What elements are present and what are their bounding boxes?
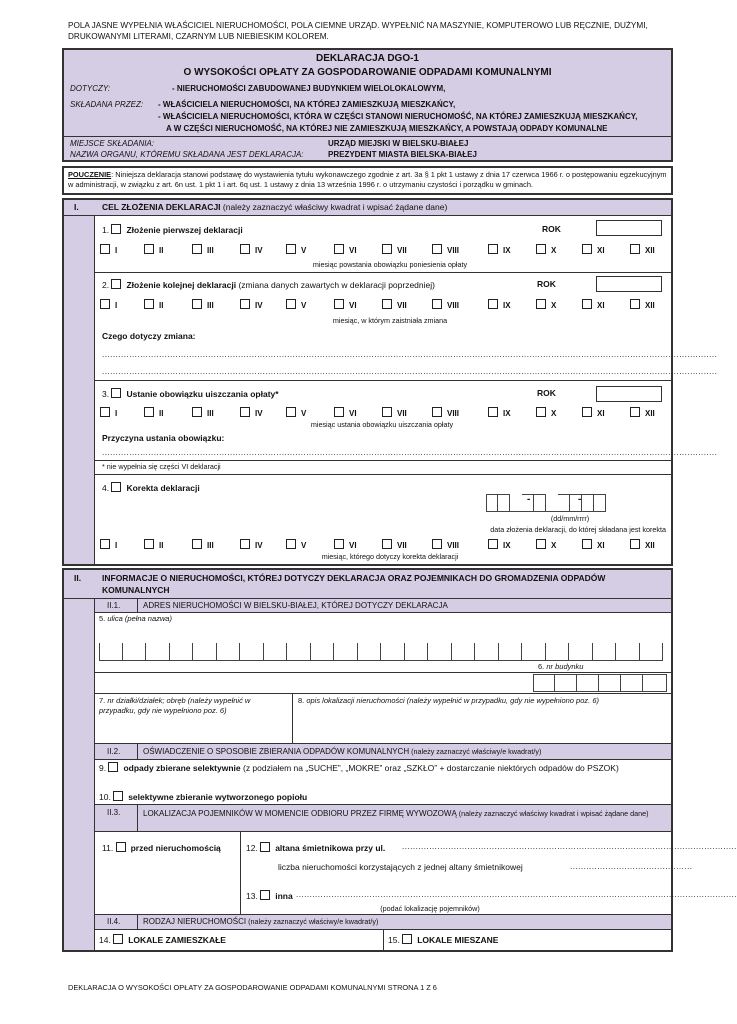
month-2-option[interactable] bbox=[144, 539, 163, 550]
section-1-number: I. bbox=[74, 202, 79, 212]
month-checkbox[interactable] bbox=[100, 539, 110, 549]
month-8-option[interactable] bbox=[432, 539, 459, 550]
field-9-number: 9. bbox=[99, 763, 107, 773]
month-checkbox[interactable] bbox=[582, 244, 592, 254]
subsection-2-2-hint: (należy zaznaczyć właściwy/e kwadrat/y) bbox=[409, 747, 542, 756]
section-1-header bbox=[64, 200, 671, 216]
month-checkbox[interactable] bbox=[240, 244, 250, 254]
month-label: X bbox=[551, 246, 557, 255]
month-label: VIII bbox=[447, 409, 460, 418]
month-checkbox[interactable] bbox=[144, 407, 154, 417]
field-8-label: opis lokalizacji nieruchomości (należy wypełnić w przypadku, gdy nie wypełniono poz. 6) bbox=[306, 696, 599, 705]
month-10-option[interactable] bbox=[536, 244, 556, 255]
field-13-label: inna bbox=[275, 891, 293, 901]
item-4-label: Korekta deklaracji bbox=[126, 483, 200, 493]
field-12-sub: liczba nieruchomości korzystających z jednej altany śmietnikowej bbox=[278, 862, 523, 872]
field-12-checkbox[interactable] bbox=[260, 842, 270, 852]
field-14-checkbox[interactable] bbox=[113, 934, 123, 944]
section-2-number: II. bbox=[74, 573, 82, 583]
field-10-number: 10. bbox=[99, 792, 111, 802]
field-10-label: selektywne zbieranie wytworzonego popiołu bbox=[128, 792, 308, 802]
month-checkbox[interactable] bbox=[286, 539, 296, 549]
section-2-title-1: INFORMACJE O NIERUCHOMOŚCI, KTÓREJ DOTYCZY DEKLARACJA ORAZ POJEMNIKACH DO GROMADZENIA ODPADÓW bbox=[102, 573, 606, 583]
form-subtitle: O WYSOKOŚCI OPŁATY ZA GOSPODAROWANIE ODPADAMI KOMUNALNYMI bbox=[183, 67, 552, 78]
field-12 bbox=[246, 842, 385, 853]
subsection-2-4-header bbox=[95, 914, 671, 930]
miejsce-value: URZĄD MIEJSKI W BIELSKU-BIAŁEJ bbox=[328, 139, 469, 148]
item-1 bbox=[102, 224, 243, 235]
month-label: I bbox=[115, 541, 118, 550]
skladana-label: SKŁADANA PRZEZ: bbox=[70, 100, 144, 109]
month-3-option[interactable] bbox=[192, 299, 214, 310]
field-11-label: przed nieruchomością bbox=[130, 843, 221, 853]
skladana-option-1: - WŁAŚCICIELA NIERUCHOMOŚCI, NA KTÓREJ ZAMIESZKUJĄ MIESZKAŃCY, bbox=[158, 100, 456, 109]
field-6-label: nr budynku bbox=[546, 662, 584, 671]
month-label: IX bbox=[503, 409, 511, 418]
month-2-option[interactable] bbox=[144, 407, 163, 418]
month-checkbox[interactable] bbox=[334, 244, 344, 254]
month-checkbox[interactable] bbox=[536, 539, 546, 549]
dotyczy-value: - NIERUCHOMOŚCI ZABUDOWANEJ BUDYNKIEM WIELOLOKALOWYM, bbox=[172, 84, 446, 93]
month-label: II bbox=[159, 541, 164, 550]
month-checkbox[interactable] bbox=[240, 407, 250, 417]
month-1-option[interactable] bbox=[100, 407, 117, 418]
section-1-hint: (należy zaznaczyć właściwy kwadrat i wpisać żądane dane) bbox=[220, 202, 448, 212]
section-2-header bbox=[64, 570, 671, 599]
skladana-option-2-cont: A W CZĘŚCI NIERUCHOMOŚĆ, NA KTÓREJ NIE ZAMIESZKUJĄ MIESZKAŃCY, A POWSTAJĄ ODPADY KOMUNALNE bbox=[166, 124, 608, 133]
item-1-label: Złożenie pierwszej deklaracji bbox=[126, 225, 243, 235]
month-7-option[interactable] bbox=[382, 539, 407, 550]
item-2 bbox=[102, 279, 435, 290]
month-4-option[interactable] bbox=[240, 299, 263, 310]
month-2-option[interactable] bbox=[144, 244, 163, 255]
month-3-option[interactable] bbox=[192, 407, 214, 418]
month-checkbox[interactable] bbox=[488, 244, 498, 254]
month-row-2 bbox=[100, 299, 660, 311]
page-footer: DEKLARACJA O WYSOKOŚCI OPŁATY ZA GOSPODAROWANIE ODPADAMI KOMUNALNYMI STRONA 1 Z 6 bbox=[68, 983, 437, 992]
rok-label-3: ROK bbox=[537, 388, 556, 398]
month-11-option[interactable] bbox=[582, 299, 605, 310]
month-label: X bbox=[551, 541, 557, 550]
field-7-label: nr działki/działek; obręb (należy wypełnić w przypadku, gdy nie wypełniono poz. 6) bbox=[99, 696, 251, 715]
field-13-number: 13. bbox=[246, 891, 258, 901]
rok-label: ROK bbox=[542, 224, 561, 234]
month-checkbox[interactable] bbox=[334, 299, 344, 309]
month-7-option[interactable] bbox=[382, 244, 407, 255]
month-label: III bbox=[207, 246, 214, 255]
skladana-option-2: - WŁAŚCICIELA NIERUCHOMOŚCI, KTÓRA W CZĘŚCI STANOWI NIERUCHOMOŚĆ, NA KTÓREJ ZAMIESZKUJĄ MIESZKAŃCY, bbox=[158, 112, 638, 121]
field-12-street-line[interactable]: ........................................................................................................................... bbox=[402, 842, 737, 851]
item-3 bbox=[102, 388, 279, 399]
field-12-label: altana śmietnikowa przy ul. bbox=[275, 843, 386, 853]
month-checkbox[interactable] bbox=[382, 539, 392, 549]
month-checkbox[interactable] bbox=[192, 299, 202, 309]
month-label: XI bbox=[597, 301, 605, 310]
field-8[interactable] bbox=[298, 696, 599, 705]
month-checkbox[interactable] bbox=[192, 407, 202, 417]
month-label: VI bbox=[349, 246, 357, 255]
month-label: IX bbox=[503, 541, 511, 550]
date-dash-2: - bbox=[578, 494, 582, 505]
month-label: V bbox=[301, 246, 307, 255]
month-checkbox[interactable] bbox=[334, 539, 344, 549]
month-12-option[interactable] bbox=[630, 299, 655, 310]
month-checkbox[interactable] bbox=[432, 407, 442, 417]
month-8-option[interactable] bbox=[432, 299, 459, 310]
month-5-option[interactable] bbox=[286, 539, 306, 550]
item-1-checkbox[interactable] bbox=[111, 224, 121, 234]
month-row-1 bbox=[100, 244, 660, 256]
item-4-caption: miesiąc, którego dotyczy korekta deklaracji bbox=[321, 552, 459, 561]
field-9-text: (z podziałem na „SUCHE”, „MOKRE” oraz „SZKŁO” + dostarczanie niektórych odpadów do PSZOK) bbox=[240, 763, 619, 773]
change-description-line-2[interactable]: .................................................................................................................................................................................................................................. bbox=[102, 367, 718, 376]
subsection-2-2-number: II.2. bbox=[107, 747, 121, 756]
change-description-line-1[interactable]: .................................................................................................................................................................................................................................. bbox=[102, 350, 718, 359]
month-label: XI bbox=[597, 246, 605, 255]
field-13 bbox=[246, 890, 293, 901]
month-3-option[interactable] bbox=[192, 244, 214, 255]
field-15-label: LOKALE MIESZANE bbox=[417, 935, 499, 945]
item-2-hint: (zmiana danych zawartych w deklaracji poprzedniej) bbox=[236, 280, 435, 290]
month-label: II bbox=[159, 409, 164, 418]
month-8-option[interactable] bbox=[432, 407, 459, 418]
section-1-title: CEL ZŁOŻENIA DEKLARACJI bbox=[102, 202, 221, 212]
form-title: DEKLARACJA DGO-1 bbox=[316, 53, 419, 64]
month-3-option[interactable] bbox=[192, 539, 214, 550]
month-checkbox[interactable] bbox=[630, 407, 640, 417]
month-checkbox[interactable] bbox=[630, 539, 640, 549]
month-label: IV bbox=[255, 409, 263, 418]
subsection-2-3-title: LOKALIZACJA POJEMNIKÓW W MOMENCIE ODBIORU PRZEZ FIRMĘ WYWOZOWĄ bbox=[143, 809, 457, 818]
month-1-option[interactable] bbox=[100, 299, 117, 310]
subsection-2-2-header bbox=[95, 743, 671, 760]
subsection-2-4-number: II.4. bbox=[107, 917, 121, 926]
subsection-2-1-number: II.1. bbox=[107, 601, 121, 610]
item-2-caption: miesiąc, w którym zaistniała zmiana bbox=[332, 316, 448, 325]
field-7-number: 7. bbox=[99, 696, 108, 705]
month-5-option[interactable] bbox=[286, 407, 306, 418]
item-2-question: Czego dotyczy zmiana: bbox=[102, 331, 196, 341]
month-7-option[interactable] bbox=[382, 299, 407, 310]
month-6-option[interactable] bbox=[334, 539, 357, 550]
section-2-title-2: KOMUNALNYCH bbox=[102, 585, 170, 595]
month-12-option[interactable] bbox=[630, 407, 655, 418]
month-label: X bbox=[551, 301, 557, 310]
correction-date-input[interactable] bbox=[486, 494, 606, 512]
field-15-checkbox[interactable] bbox=[402, 934, 412, 944]
month-label: XII bbox=[645, 301, 655, 310]
year-input-3[interactable] bbox=[596, 386, 662, 402]
building-number-input[interactable] bbox=[533, 674, 667, 692]
month-checkbox[interactable] bbox=[488, 299, 498, 309]
field-13-caption: (podać lokalizację pojemników) bbox=[380, 904, 480, 913]
month-label: XII bbox=[645, 246, 655, 255]
month-checkbox[interactable] bbox=[240, 539, 250, 549]
item-2-label: Złożenie kolejnej deklaracji bbox=[126, 280, 237, 290]
month-label: VIII bbox=[447, 246, 460, 255]
month-4-option[interactable] bbox=[240, 539, 263, 550]
field-12-number: 12. bbox=[246, 843, 258, 853]
month-9-option[interactable] bbox=[488, 407, 511, 418]
correction-date-caption: data złożenia deklaracji, do której składana jest korekta bbox=[490, 525, 666, 534]
month-label: III bbox=[207, 409, 214, 418]
month-5-option[interactable] bbox=[286, 244, 306, 255]
month-label: I bbox=[115, 301, 118, 310]
month-checkbox[interactable] bbox=[582, 407, 592, 417]
month-checkbox[interactable] bbox=[536, 299, 546, 309]
month-checkbox[interactable] bbox=[488, 407, 498, 417]
field-9-label: odpady zbierane selektywnie bbox=[123, 763, 241, 773]
month-checkbox[interactable] bbox=[582, 539, 592, 549]
month-label: V bbox=[301, 409, 307, 418]
month-11-option[interactable] bbox=[582, 539, 605, 550]
item-3-question: Przyczyna ustania obowiązku: bbox=[102, 433, 225, 443]
month-label: XI bbox=[597, 409, 605, 418]
month-label: II bbox=[159, 246, 164, 255]
month-label: IX bbox=[503, 301, 511, 310]
month-label: V bbox=[301, 541, 307, 550]
month-row-4 bbox=[100, 539, 660, 551]
year-input[interactable] bbox=[596, 220, 662, 236]
month-checkbox[interactable] bbox=[382, 244, 392, 254]
month-label: V bbox=[301, 301, 307, 310]
section-2-margin bbox=[64, 599, 95, 950]
month-label: X bbox=[551, 409, 557, 418]
month-1-option[interactable] bbox=[100, 539, 117, 550]
month-label: VI bbox=[349, 541, 357, 550]
field-13-checkbox[interactable] bbox=[260, 890, 270, 900]
field-14-number: 14. bbox=[99, 935, 111, 945]
month-12-option[interactable] bbox=[630, 244, 655, 255]
item-3-note: * nie wypełnia się części VI deklaracji bbox=[102, 462, 221, 471]
month-checkbox[interactable] bbox=[192, 244, 202, 254]
month-checkbox[interactable] bbox=[582, 299, 592, 309]
miejsce-label: MIEJSCE SKŁADANIA: bbox=[70, 139, 155, 148]
month-5-option[interactable] bbox=[286, 299, 306, 310]
item-3-label: Ustanie obowiązku uiszczania opłaty* bbox=[126, 389, 279, 399]
month-label: VII bbox=[397, 541, 407, 550]
item-4-checkbox[interactable] bbox=[111, 482, 121, 492]
subsection-2-2-title: OŚWIADCZENIE O SPOSOBIE ZBIERANIA ODPADÓW KOMUNALNYCH bbox=[143, 747, 410, 756]
month-label: I bbox=[115, 409, 118, 418]
reason-line[interactable]: .................................................................................................................................................................................................................................. bbox=[102, 448, 718, 457]
month-4-option[interactable] bbox=[240, 407, 263, 418]
month-checkbox[interactable] bbox=[100, 244, 110, 254]
month-6-option[interactable] bbox=[334, 299, 357, 310]
rok-label-2: ROK bbox=[537, 279, 556, 289]
field-6-number: 6. bbox=[538, 662, 547, 671]
month-checkbox[interactable] bbox=[240, 299, 250, 309]
field-12-count-line[interactable]: ............................................. bbox=[570, 862, 693, 871]
field-11-checkbox[interactable] bbox=[116, 842, 126, 852]
month-label: XII bbox=[645, 541, 655, 550]
dotyczy-label: DOTYCZY: bbox=[70, 84, 111, 93]
month-label: IV bbox=[255, 541, 263, 550]
item-2-number: 2. bbox=[102, 280, 110, 290]
month-checkbox[interactable] bbox=[382, 299, 392, 309]
month-checkbox[interactable] bbox=[334, 407, 344, 417]
month-label: XII bbox=[645, 409, 655, 418]
subsection-2-4-hint: (należy zaznaczyć właściwy/e kwadrat/y) bbox=[246, 917, 379, 926]
month-checkbox[interactable] bbox=[192, 539, 202, 549]
month-checkbox[interactable] bbox=[144, 539, 154, 549]
month-checkbox[interactable] bbox=[630, 244, 640, 254]
month-label: III bbox=[207, 301, 214, 310]
field-5-label: ulica (pełna nazwa) bbox=[107, 614, 172, 623]
subsection-2-3-number: II.3. bbox=[107, 808, 121, 817]
month-6-option[interactable] bbox=[334, 244, 357, 255]
month-checkbox[interactable] bbox=[144, 244, 154, 254]
declaration-header bbox=[62, 48, 673, 162]
month-11-option[interactable] bbox=[582, 407, 605, 418]
month-9-option[interactable] bbox=[488, 539, 511, 550]
pouczenie-text: : Niniejsza deklaracja stanowi podstawę do wystawienia tytułu wykonawczego zgodnie z art. 3a § 1 pkt 1 ustawy z dnia 17 czerwca 1966 r. o postępowaniu egzekucyjnym w administracji, w związku z art. 6n ust. 1 pkt 1 i art. 6q ust. 1 ustawy z dnia 13 września 1996 r. o utrzymaniu czystości i porządku w gminach. bbox=[68, 170, 667, 189]
month-10-option[interactable] bbox=[536, 539, 556, 550]
subsection-2-1-title: ADRES NIERUCHOMOŚCI W BIELSKU-BIAŁEJ, KTÓREJ DOTYCZY DEKLARACJA bbox=[143, 601, 448, 610]
fill-instructions: POLA JASNE WYPEŁNIA WŁAŚCICIEL NIERUCHOMOŚCI, POLA CIEMNE URZĄD. WYPEŁNIĆ NA MASZYNIE, KOMPUTEROWO LUB RĘCZNIE, DUŻYMI, DRUKOWANYMI LITERAMI, CZARNYM LUB NIEBIESKIM KOLOREM. bbox=[68, 21, 648, 41]
field-8-number: 8. bbox=[298, 696, 307, 705]
month-10-option[interactable] bbox=[536, 407, 556, 418]
month-label: VIII bbox=[447, 541, 460, 550]
field-13-line[interactable]: .................................................................................................................................................................. bbox=[296, 890, 737, 899]
month-checkbox[interactable] bbox=[286, 244, 296, 254]
month-6-option[interactable] bbox=[334, 407, 357, 418]
subsection-2-1-header bbox=[95, 599, 671, 613]
subsection-2-3-hint: (należy zaznaczyć właściwy kwadrat i wpisać żądane dane) bbox=[456, 809, 649, 818]
field-14-label: LOKALE ZAMIESZKAŁE bbox=[128, 935, 226, 945]
field-9-checkbox[interactable] bbox=[108, 762, 118, 772]
street-input[interactable] bbox=[99, 633, 663, 661]
field-11-number: 11. bbox=[102, 843, 114, 853]
date-format: (dd/mm/rrrr) bbox=[550, 514, 590, 523]
item-1-caption: miesiąc powstania obowiązku poniesienia opłaty bbox=[312, 260, 468, 269]
month-label: XI bbox=[597, 541, 605, 550]
month-8-option[interactable] bbox=[432, 244, 459, 255]
month-checkbox[interactable] bbox=[286, 407, 296, 417]
field-15 bbox=[388, 934, 498, 945]
field-9 bbox=[99, 762, 665, 774]
month-7-option[interactable] bbox=[382, 407, 407, 418]
month-4-option[interactable] bbox=[240, 244, 263, 255]
month-9-option[interactable] bbox=[488, 299, 511, 310]
item-3-checkbox[interactable] bbox=[111, 388, 121, 398]
month-12-option[interactable] bbox=[630, 539, 655, 550]
month-label: VI bbox=[349, 301, 357, 310]
month-10-option[interactable] bbox=[536, 299, 556, 310]
month-checkbox[interactable] bbox=[432, 244, 442, 254]
month-checkbox[interactable] bbox=[144, 299, 154, 309]
month-label: IV bbox=[255, 246, 263, 255]
month-label: IV bbox=[255, 301, 263, 310]
field-7[interactable] bbox=[99, 696, 289, 716]
month-checkbox[interactable] bbox=[286, 299, 296, 309]
item-4 bbox=[102, 482, 200, 493]
month-checkbox[interactable] bbox=[488, 539, 498, 549]
month-label: III bbox=[207, 541, 214, 550]
item-3-number: 3. bbox=[102, 389, 110, 399]
month-checkbox[interactable] bbox=[382, 407, 392, 417]
month-11-option[interactable] bbox=[582, 244, 605, 255]
month-label: VII bbox=[397, 246, 407, 255]
date-dash-1: - bbox=[527, 494, 531, 505]
month-label: VII bbox=[397, 409, 407, 418]
item-4-number: 4. bbox=[102, 483, 110, 493]
month-checkbox[interactable] bbox=[432, 299, 442, 309]
month-checkbox[interactable] bbox=[432, 539, 442, 549]
subsection-2-4-title: RODZAJ NIERUCHOMOŚCI bbox=[143, 917, 247, 926]
item-2-checkbox[interactable] bbox=[111, 279, 121, 289]
field-14 bbox=[99, 934, 226, 945]
month-checkbox[interactable] bbox=[100, 407, 110, 417]
subsection-2-3-header bbox=[95, 804, 671, 832]
section-1-margin bbox=[64, 216, 95, 564]
pouczenie-box bbox=[62, 166, 673, 195]
organ-value: PREZYDENT MIASTA BIELSKA-BIAŁEJ bbox=[328, 150, 477, 159]
month-2-option[interactable] bbox=[144, 299, 163, 310]
month-label: VIII bbox=[447, 301, 460, 310]
field-10-checkbox[interactable] bbox=[113, 791, 123, 801]
item-3-caption: miesiąc ustania obowiązku uiszczania opłaty bbox=[310, 420, 454, 429]
year-input-2[interactable] bbox=[596, 276, 662, 292]
month-checkbox[interactable] bbox=[630, 299, 640, 309]
month-checkbox[interactable] bbox=[536, 407, 546, 417]
month-label: I bbox=[115, 246, 118, 255]
month-label: II bbox=[159, 301, 164, 310]
field-11 bbox=[102, 842, 221, 853]
item-1-number: 1. bbox=[102, 225, 110, 235]
month-label: IX bbox=[503, 246, 511, 255]
month-label: VII bbox=[397, 301, 407, 310]
month-1-option[interactable] bbox=[100, 244, 117, 255]
month-9-option[interactable] bbox=[488, 244, 511, 255]
field-5-number: 5. bbox=[99, 614, 108, 623]
month-checkbox[interactable] bbox=[536, 244, 546, 254]
field-10 bbox=[99, 791, 307, 802]
pouczenie-label: POUCZENIE bbox=[68, 170, 112, 179]
month-row-3 bbox=[100, 407, 660, 419]
organ-label: NAZWA ORGANU, KTÓREMU SKŁADANA JEST DEKLARACJA: bbox=[70, 150, 304, 159]
month-label: VI bbox=[349, 409, 357, 418]
field-15-number: 15. bbox=[388, 935, 400, 945]
month-checkbox[interactable] bbox=[100, 299, 110, 309]
